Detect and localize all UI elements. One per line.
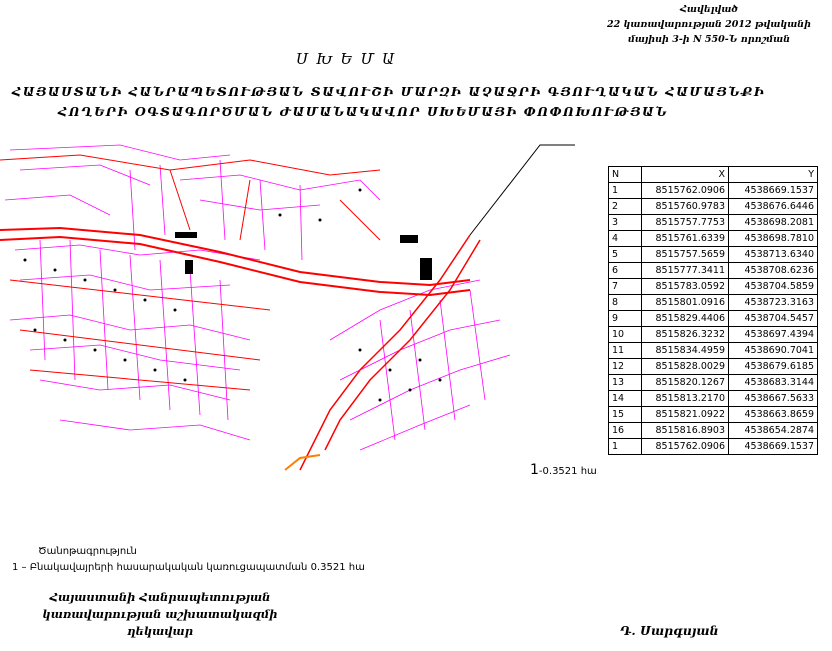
cell-n: 7 [609, 279, 642, 295]
cell-x: 8515826.3232 [642, 327, 729, 343]
table-row [609, 359, 818, 375]
cell-y: 4538698.2081 [729, 215, 818, 231]
stream-line [285, 455, 320, 470]
table-row [609, 263, 818, 279]
cell-n: 11 [609, 343, 642, 359]
cell-n: 4 [609, 231, 642, 247]
cell-n: 1 [609, 183, 642, 199]
cell-n: 16 [609, 423, 642, 439]
cell-x: 8515821.0922 [642, 407, 729, 423]
coordinate-table-header [609, 167, 818, 183]
cell-x: 8515777.3411 [642, 263, 729, 279]
cell-y: 4538679.6185 [729, 359, 818, 375]
cell-x: 8515757.5659 [642, 247, 729, 263]
approval-line-1: Հավելված [679, 4, 739, 15]
parcel-area-label [530, 462, 597, 478]
signer-title-line-3: ղեկավար [126, 624, 194, 638]
table-row [609, 199, 818, 215]
parcel-number: 1 [530, 462, 539, 478]
cell-x: 8515762.0906 [642, 439, 729, 455]
cell-x: 8515761.6339 [642, 231, 729, 247]
table-row [609, 247, 818, 263]
cell-x: 8515816.8903 [642, 423, 729, 439]
table-row [609, 327, 818, 343]
cell-x: 8515834.4959 [642, 343, 729, 359]
signer-title-line-2: կառավարության աշխատակազմի [42, 607, 278, 621]
cell-y: 4538676.6446 [729, 199, 818, 215]
approval-line-2: 22 կառավարության 2012 թվականի [607, 19, 811, 30]
table-row [609, 295, 818, 311]
document-type-heading: ՍԽԵՄԱ [296, 50, 403, 68]
table-row [609, 215, 818, 231]
cell-n: 2 [609, 199, 642, 215]
cell-y: 4538713.6340 [729, 247, 818, 263]
cell-x: 8515760.9783 [642, 199, 729, 215]
cell-x: 8515762.0906 [642, 183, 729, 199]
cell-y: 4538669.1537 [729, 439, 818, 455]
table-row [609, 375, 818, 391]
site-leader-line [470, 145, 575, 235]
cell-y: 4538708.6236 [729, 263, 818, 279]
table-row [609, 423, 818, 439]
legend-heading: Ծանոթագրություն [38, 546, 137, 557]
plan-title-line-1: ՀԱՅԱՍՏԱՆԻ ՀԱՆՐԱՊԵՏՈՒԹՅԱՆ ՏԱՎՈՒՇԻ ՄԱՐԶԻ ԱՉԱՋՐԻ ԳՅՈՒՂԱԿԱՆ ՀԱՄԱՅՆՔԻ [12, 84, 766, 99]
cell-y: 4538698.7810 [729, 231, 818, 247]
cell-x: 8515820.1267 [642, 375, 729, 391]
cell-y: 4538704.5859 [729, 279, 818, 295]
cell-n: 10 [609, 327, 642, 343]
cell-y: 4538697.4394 [729, 327, 818, 343]
table-row [609, 439, 818, 455]
parcel-boundaries [5, 145, 510, 450]
header-n: N [609, 167, 642, 183]
road-network [0, 155, 480, 470]
cell-y: 4538723.3163 [729, 295, 818, 311]
cell-y: 4538667.5633 [729, 391, 818, 407]
cell-y: 4538683.3144 [729, 375, 818, 391]
cell-x: 8515813.2170 [642, 391, 729, 407]
cell-y: 4538690.7041 [729, 343, 818, 359]
parcel-area-value: -0.3521 հա [538, 466, 597, 477]
approval-block [594, 2, 824, 47]
cell-n: 9 [609, 311, 642, 327]
signer-title [30, 589, 290, 640]
cell-y: 4538704.5457 [729, 311, 818, 327]
table-row [609, 391, 818, 407]
cell-y: 4538663.8659 [729, 407, 818, 423]
building-dots [24, 189, 442, 402]
approval-line-3: մայիսի 3-ի N 550-Ն որոշման [627, 34, 791, 45]
cell-x: 8515829.4406 [642, 311, 729, 327]
cell-n: 13 [609, 375, 642, 391]
cell-n: 3 [609, 215, 642, 231]
cell-n: 15 [609, 407, 642, 423]
cell-x: 8515757.7753 [642, 215, 729, 231]
cell-x: 8515783.0592 [642, 279, 729, 295]
plan-title-line-2: ՀՈՂԵՐԻ ՕԳՏԱԳՈՐԾՄԱՆ ԺԱՄԱՆԱԿԱՎՈՐ ՍԽԵՄԱՅԻ ՓՈՓՈԽՈՒԹՅԱՆ [58, 104, 669, 119]
table-row [609, 279, 818, 295]
cell-x: 8515828.0029 [642, 359, 729, 375]
cell-n: 12 [609, 359, 642, 375]
table-row [609, 343, 818, 359]
table-row [609, 183, 818, 199]
signer-name: Դ. Սարգսյան [620, 623, 719, 638]
cadastral-map [0, 140, 600, 480]
table-row [609, 407, 818, 423]
cell-y: 4538669.1537 [729, 183, 818, 199]
cell-n: 1 [609, 439, 642, 455]
cell-n: 8 [609, 295, 642, 311]
legend-item: 1 – Բնակավայրերի հասարակական կառուցապատման 0.3521 հա [12, 562, 365, 573]
header-x: X [642, 167, 729, 183]
cell-y: 4538654.2874 [729, 423, 818, 439]
coordinate-table [608, 166, 818, 455]
header-y: Y [729, 167, 818, 183]
cell-n: 6 [609, 263, 642, 279]
cell-n: 5 [609, 247, 642, 263]
table-row [609, 311, 818, 327]
cell-n: 14 [609, 391, 642, 407]
table-row [609, 231, 818, 247]
signer-title-line-1: Հայաստանի Հանրապետության [49, 590, 271, 604]
cell-x: 8515801.0916 [642, 295, 729, 311]
